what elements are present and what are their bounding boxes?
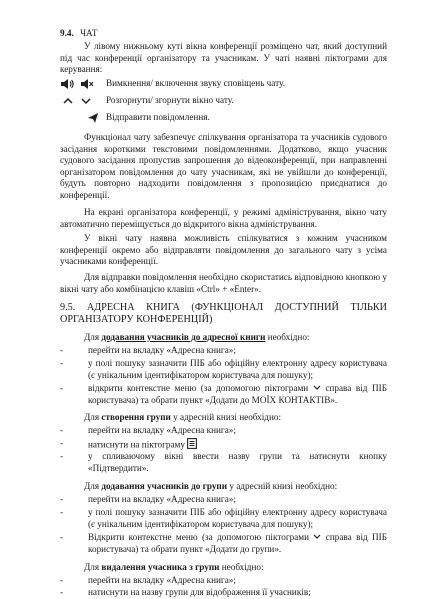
icon-row-expand bbox=[60, 95, 387, 109]
chat-paragraph-1: Функціонал чату забезпечує спілкування організатора та учасників судового засідання короткими текстовими повідомленнями. Додатково, якщо учасник судового засідання пропустив запрошення до відеоконференції, при направленні організатором повідомлення до чату учасникам, які не увійшли до конференції, будуть повторно надходити повідомлення з пропозицією приєднатися до конференції. bbox=[60, 132, 387, 200]
section-9-5-heading-line1: 9.5. АДРЕСНА КНИГА (ФУНКЦІОНАЛ ДОСТУПНИЙ ТІЛЬКИ bbox=[60, 302, 387, 313]
chevron-down-icon bbox=[313, 532, 321, 544]
icon-desc-expand: Розгорнути/ згорнути вікно чату. bbox=[106, 95, 234, 105]
list-item: - натиснути на піктограму bbox=[60, 438, 387, 453]
remove-from-group-intro: Для видалення учасника з групи необхідно: bbox=[84, 562, 264, 572]
add-users-intro: Для додавання учасників до адресної книги необхідно: bbox=[84, 332, 310, 342]
speaker-on-icon bbox=[60, 78, 74, 94]
create-group-intro: Для створення групи у адресній книзі необхідно: bbox=[84, 412, 282, 422]
icon-row-sound bbox=[60, 78, 387, 92]
list-item: - перейти на вкладку «Адресна книга»; bbox=[60, 494, 236, 504]
remove-from-group-emphasis: видалення учасника з групи bbox=[101, 562, 220, 572]
section-9-4-heading bbox=[60, 28, 387, 40]
list-item: - відкрити контекстне меню (за допомогою піктограми справа від ПІБ користувача) та обрати пункт «Додати до МОЇХ КОНТАКТІВ». bbox=[60, 383, 388, 405]
send-icon bbox=[87, 112, 99, 128]
icon-row-send bbox=[60, 112, 387, 126]
section-title: ЧАТ bbox=[80, 28, 98, 38]
chat-paragraph-4: Для відправки повідомлення необхідно скористатись відповідною кнопкою у вікні чату або комбінацією клавіш «Ctrl» + «Enter». bbox=[60, 272, 387, 294]
create-group-emphasis: створення групи bbox=[101, 412, 171, 422]
add-to-group-emphasis: додавання учасників до групи bbox=[101, 481, 228, 491]
icon-desc-send: Відправити повідомлення. bbox=[106, 112, 210, 122]
chevron-down-icon bbox=[81, 96, 91, 110]
chat-intro: У лівому нижньому куті вікна конференції розміщено чат, який доступний під час конференції організатору та учасникам. У чаті наявні піктограми для керування: bbox=[60, 41, 387, 75]
list-item: - у полі пошуку зазначити ПІБ або офіційну електронну адресу користувача (є унікальним ідентифікатором користувача для пошуку); bbox=[60, 358, 387, 380]
chevron-down-icon bbox=[313, 383, 321, 395]
chat-paragraph-2: На екрані організатора конференції, у режимі адміністрування, вікно чату автоматично переміщується до відкритого вікна адміністрування. bbox=[60, 207, 387, 229]
speaker-mute-icon bbox=[80, 78, 94, 94]
section-9-5-heading-line2: ОРГАНІЗАТОРУ КОНФЕРЕНЦІЙ) bbox=[60, 314, 213, 325]
section-number: 9.4. bbox=[60, 28, 74, 38]
list-item: - у полі пошуку зазначити ПІБ або офіційну електронну адресу користувача (є унікальним ідентифікатором користувача для пошуку); bbox=[60, 507, 387, 529]
add-to-group-intro: Для додавання учасників до групи у адресній книзі необхідно: bbox=[84, 481, 338, 491]
icon-desc-sound: Вимкнення/ включення звуку сповіщень чату. bbox=[106, 78, 286, 88]
chevron-up-icon bbox=[63, 96, 73, 110]
add-users-emphasis: додавання учасників до адресної книги bbox=[101, 332, 266, 342]
list-item: - перейти на вкладку «Адресна книга»; bbox=[60, 345, 236, 355]
list-item: - натиснути на назву групи для відображення її учасників; bbox=[60, 587, 311, 597]
list-item: - у спливаючому вікні ввести назву групи та натиснути кнопку «Підтвердити». bbox=[60, 451, 387, 473]
list-item: - перейти на вкладку «Адресна книга»; bbox=[60, 575, 236, 585]
chat-paragraph-3: У вікні чату наявна можливість спілкуватися з кожним учасником конференції окремо або відправляти повідомлення до загального чату з усіма учасниками конференції. bbox=[60, 233, 387, 267]
list-item: - Відкрити контекстне меню (за допомогою піктограми справа від ПІБ користувача) та обрати пункт «Додати до групи». bbox=[60, 532, 388, 554]
list-item: - перейти на вкладку «Адресна книга»; bbox=[60, 425, 236, 435]
